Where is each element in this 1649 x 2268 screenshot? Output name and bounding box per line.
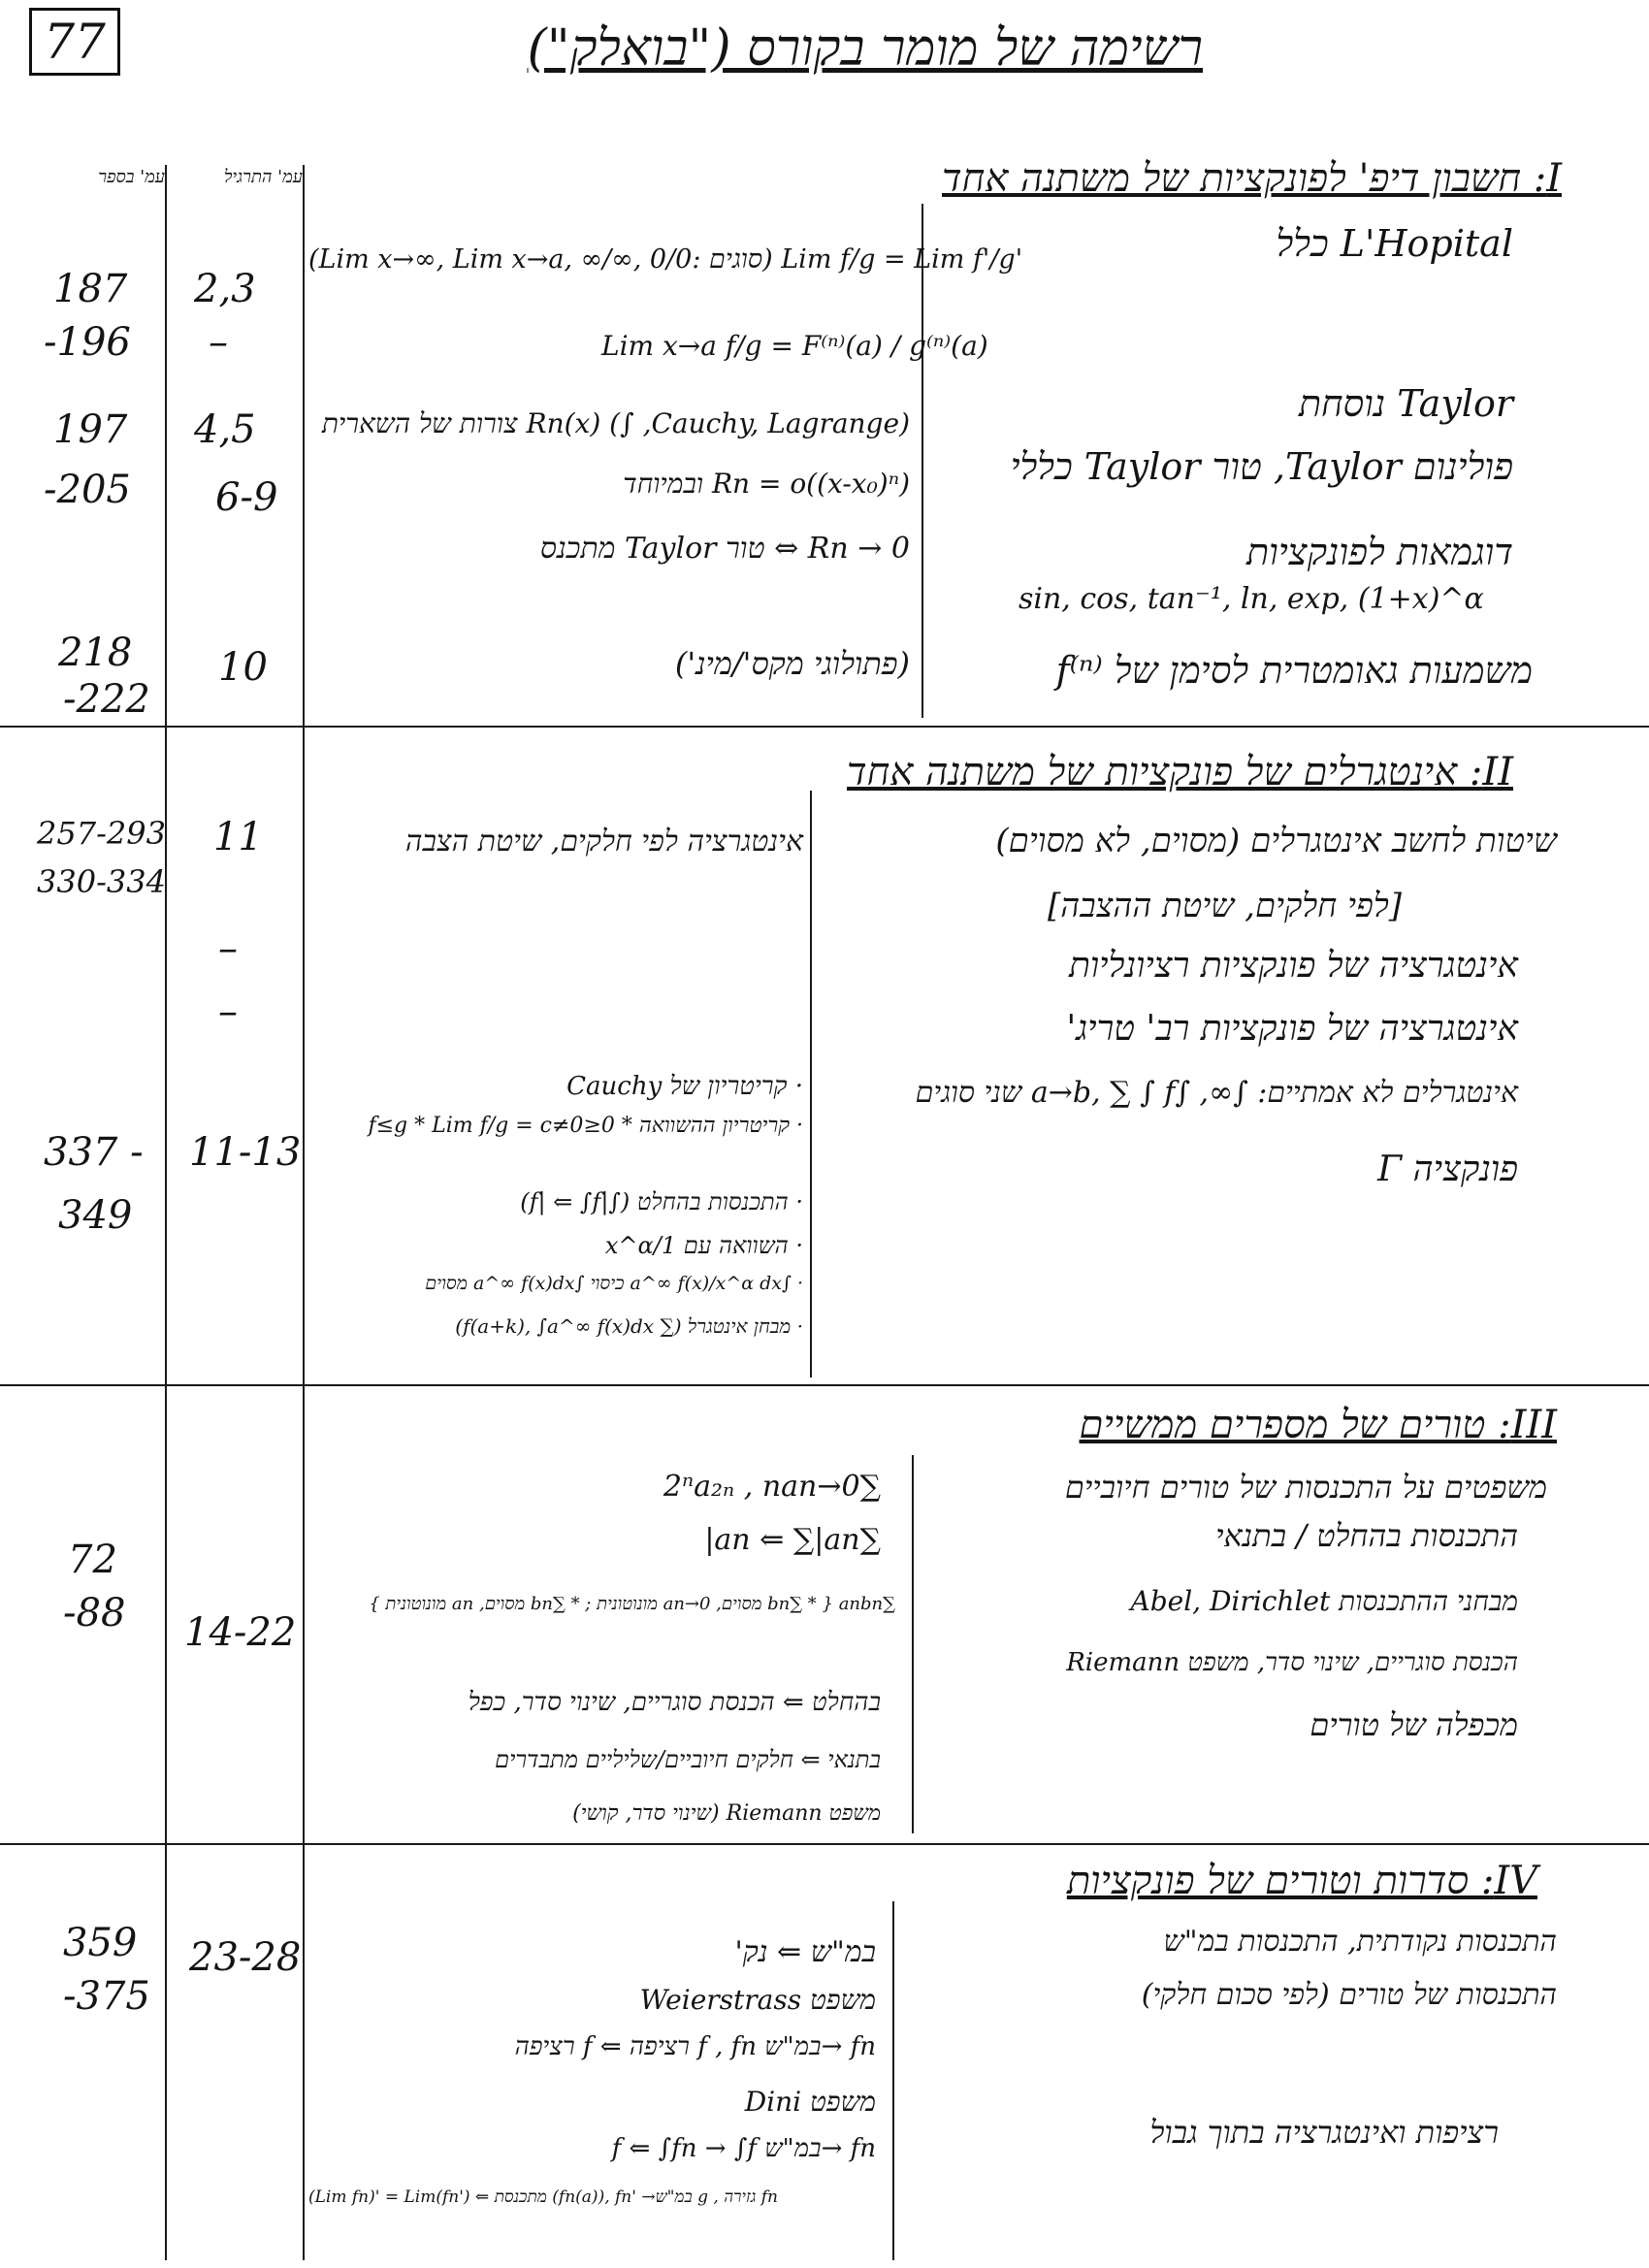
table-row-topic: רציפות ואינטגרציה בתוך גבול xyxy=(1149,2114,1499,2151)
table-row-detail: ∑anbn { * ∑bn מסוים, an→0 מונוטונית ; * ∑bn מסוים, an מונוטונית } xyxy=(369,1594,895,1614)
table-row-topic: L'Hopital כלל xyxy=(1276,222,1513,265)
table-row-topic: התכנסות נקודתית, התכנסות במ"ש xyxy=(1163,1925,1557,1959)
section-divider-1 xyxy=(0,726,1649,728)
table-row-pages: 218 xyxy=(58,631,133,675)
inner-divider-1 xyxy=(922,204,923,718)
table-row-exercises: 6-9 xyxy=(215,475,278,520)
inner-divider-4 xyxy=(892,1901,894,2260)
table-row-pages: 72 xyxy=(68,1538,117,1582)
table-row-detail: · מבחן אינטגרל (∑ f(a+k), ∫a^∞ f(x)dx) xyxy=(455,1314,803,1338)
table-row-exercises: – xyxy=(218,989,238,1034)
table-row-topic: הכנסת סוגריים, שינוי סדר, משפט Riemann xyxy=(1066,1648,1518,1677)
inner-divider-3 xyxy=(912,1455,914,1833)
table-row-detail: (Lim fn)' = Lim(fn') ⇐ מתכנסת (fn(a)), fn' →במ"ש g , גזירה fn xyxy=(308,2187,778,2207)
inner-divider-2 xyxy=(810,791,812,1377)
table-row-topic: דוגמאות לפונקציות xyxy=(1245,531,1513,573)
table-row-detail: (פתולוגי מקס'/מינ') xyxy=(674,645,910,682)
table-row-pages: 349 xyxy=(58,1193,133,1238)
page-number: 77 xyxy=(44,14,106,70)
table-row-exercises: – xyxy=(218,926,238,971)
table-row-detail: משפט Riemann (שינוי סדר, קושי) xyxy=(572,1801,881,1826)
table-row-pages: 337 - xyxy=(44,1130,144,1175)
table-row-pages: -222 xyxy=(63,677,150,722)
table-row-detail: משפט Weierstrass xyxy=(639,1984,876,2016)
table-row-topic: משפטים על התכנסות של טורים חיוביים xyxy=(1064,1469,1547,1506)
table-row-topic: Taylor נוסחת xyxy=(1298,382,1513,425)
table-row-detail: · ∫a^∞ f(x)/x^α dx כיסוי ∫a^∞ f(x)dx מסוים xyxy=(425,1273,803,1294)
table-row-topic: [לפי חלקים, שיטת ההצבה] xyxy=(1048,887,1402,925)
table-row-detail: Lim x→a f/g = F⁽ⁿ⁾(a) / g⁽ⁿ⁾(a) xyxy=(601,330,988,362)
table-row-topic: אינטגרציה של פונקציות רציונליות xyxy=(1069,946,1518,986)
table-row-topic: משמעות גאומטרית לסימן של f⁽ⁿ⁾ xyxy=(1055,649,1533,692)
table-row-exercises: – xyxy=(209,320,228,365)
table-row-pages: -88 xyxy=(63,1591,126,1636)
table-row-detail: ∑an ⇐ ∑|an| xyxy=(704,1523,881,1557)
table-row-detail: Rn → 0 ⇔ טור Taylor מתכנס xyxy=(539,532,910,566)
table-row-topic: שיטות לחשב אינטגרלים (מסוים, לא מסוים) xyxy=(995,822,1557,860)
table-row-detail: Rn = o((x-x₀)ⁿ) ובמיוחד xyxy=(623,468,910,500)
table-row-exercises: 11 xyxy=(213,815,263,859)
table-row-detail: · השוואה עם 1/x^α xyxy=(604,1232,803,1259)
table-row-detail: · קריטריון של Cauchy xyxy=(566,1072,803,1101)
header-exercises: עמ' התרגיל xyxy=(224,167,303,187)
column-divider-exercises xyxy=(303,165,305,2260)
column-divider-pages xyxy=(165,165,167,2260)
table-row-detail: · התכנסות בהחלט (∫|f| ⇐ ∫f) xyxy=(520,1188,803,1215)
section-title-2: II: אינטגרלים של פונקציות של משתנה אחד xyxy=(847,750,1513,794)
page-title: רשימה של מומר בקורס ("בואלק") xyxy=(527,19,1203,78)
table-row-pages: -196 xyxy=(44,320,131,365)
header-pages: עמ' בספר xyxy=(98,167,165,187)
section-title-4: IV: סדרות וטורים של פונקציות xyxy=(1066,1859,1537,1903)
table-row-detail: בתנאי ⇐ חלקים חיוביים/שליליים מתבדרים xyxy=(495,1746,881,1773)
table-row-exercises: 14-22 xyxy=(184,1610,297,1655)
table-row-detail: במ"ש ⇐ נק' xyxy=(734,1935,876,1969)
table-row-exercises: 2,3 xyxy=(194,267,256,311)
table-row-topic: התכנסות בהחלט / בתנאי xyxy=(1215,1517,1518,1554)
table-row-topic: אינטגרלים לא אמתיים: ∫∞, ∫a→b, ∑ ∫ f שני סוגים xyxy=(915,1076,1518,1110)
table-row-detail: בהחלט ⇐ הכנסת סוגריים, שינוי סדר, כפל xyxy=(468,1688,881,1717)
table-row-pages: 187 xyxy=(53,267,128,311)
table-row-exercises: 23-28 xyxy=(189,1935,302,1980)
table-row-topic: מכפלה של טורים xyxy=(1310,1706,1518,1743)
table-row-topic: פולינום Taylor, טור Taylor כללי xyxy=(1010,445,1513,488)
section-divider-3 xyxy=(0,1843,1649,1845)
table-row-pages: 257-293 xyxy=(37,815,166,852)
table-row-topic: פונקציה Γ xyxy=(1377,1150,1518,1189)
table-row-topic: אינטגרציה של פונקציות רב' טריג' xyxy=(1066,1009,1518,1049)
table-row-detail: (Cauchy, Lagrange, ∫) Rn(x) צורות של השארית xyxy=(321,407,910,439)
table-row-topic: התכנסות של טורים (לפי סכום חלקי) xyxy=(1141,1978,1557,2012)
table-row-pages: 197 xyxy=(53,407,128,452)
table-row-pages: -375 xyxy=(63,1974,150,2019)
section-title-1: I: חשבון דיפ' לפונקציות של משתנה אחד xyxy=(942,156,1562,201)
table-row-exercises: 11-13 xyxy=(189,1130,302,1175)
table-row-detail: ∑2ⁿa₂ₙ , nan→0 xyxy=(663,1470,881,1504)
table-row-topic: sin, cos, tan⁻¹, ln, exp, (1+x)^α xyxy=(1018,582,1484,616)
table-row-detail: משפט Dini xyxy=(744,2086,876,2118)
table-row-pages: 330-334 xyxy=(37,863,166,900)
table-row-detail: · קריטריון ההשוואה * 0≤f≤g * Lim f/g = c≠0 xyxy=(368,1114,803,1138)
section-divider-2 xyxy=(0,1384,1649,1386)
section-title-3: III: טורים של מספרים ממשיים xyxy=(1079,1403,1557,1447)
table-row-pages: -205 xyxy=(44,468,131,512)
table-row-detail: אינטגרציה לפי חלקים, שיטת הצבה xyxy=(404,825,803,859)
table-row-exercises: 4,5 xyxy=(194,407,256,452)
table-row-detail: fn →במ"ש f , fn רציפה ⇐ f רציפה xyxy=(514,2032,876,2061)
table-row-detail: (Lim x→∞, Lim x→a, ∞/∞, 0/0: סוגים) Lim f/g = Lim f'/g' xyxy=(308,244,1023,275)
table-row-exercises: 10 xyxy=(218,645,268,690)
page-number-box xyxy=(29,8,120,76)
table-row-topic: מבחני ההתכנסות Abel, Dirichlet xyxy=(1130,1585,1518,1617)
table-row-pages: 359 xyxy=(63,1921,138,1965)
table-row-detail: fn →במ"ש f ⇐ ∫fn → ∫f xyxy=(611,2134,876,2163)
